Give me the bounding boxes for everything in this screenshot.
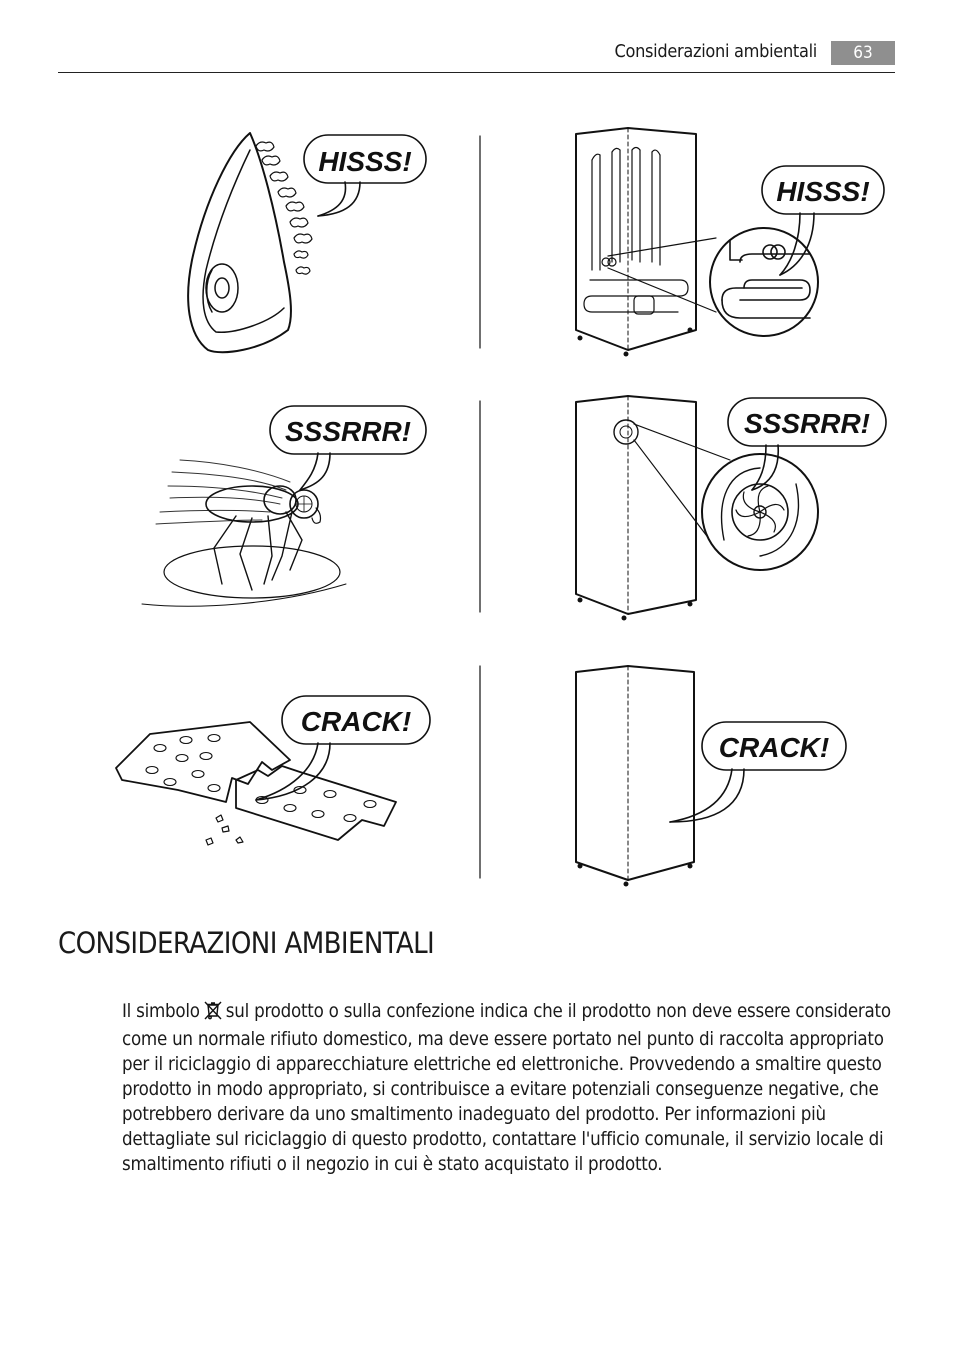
crumbs [206,815,243,845]
fly-illustration [142,406,426,606]
sound-label: SSSRRR! [743,408,871,439]
disposal-paragraph [122,999,892,1177]
fridge-fan-illustration [576,396,886,621]
fridge-coil-illustration [576,128,884,357]
sound-label: HISSS! [776,176,870,207]
page-number-badge: 63 [831,41,895,65]
fridge-plain-illustration [576,666,846,887]
sound-label: HISSS! [318,146,412,177]
steam-iron-illustration [188,133,426,352]
crossed-out-wheelie-bin-icon [203,1000,223,1027]
sound-label: SSSRRR! [284,416,412,447]
zoom-circle [710,228,818,336]
cracker-illustration [116,696,430,845]
sound-label: CRACK! [718,732,830,763]
section-heading: CONSIDERAZIONI AMBIENTALI [58,926,435,960]
paragraph-body: sul prodotto o sulla confezione indica che il prodotto non deve essere considerato come un normale rifiuto domestico, ma deve essere portato nel punto di raccolta appropriato per il riciclaggio di apparecchiature elettriche ed elettroniche. Provvedendo a smaltire questo prodotto in modo appropriato, si contribuisce a evitare potenziali conseguenze negative, che potrebbero derivare da uno smaltimento inadeguato del prodotto. Per informazioni più dettagliate sul riciclaggio di questo prodotto, contattare l'ufficio comunale, il servizio locale di smaltimento rifiuti o il negozio in cui è stato acquistato il prodotto. [122,1001,891,1175]
header-section-title: Considerazioni ambientali [614,41,817,62]
sound-label: CRACK! [300,706,412,737]
paragraph-prefix: Il simbolo [122,1001,200,1022]
